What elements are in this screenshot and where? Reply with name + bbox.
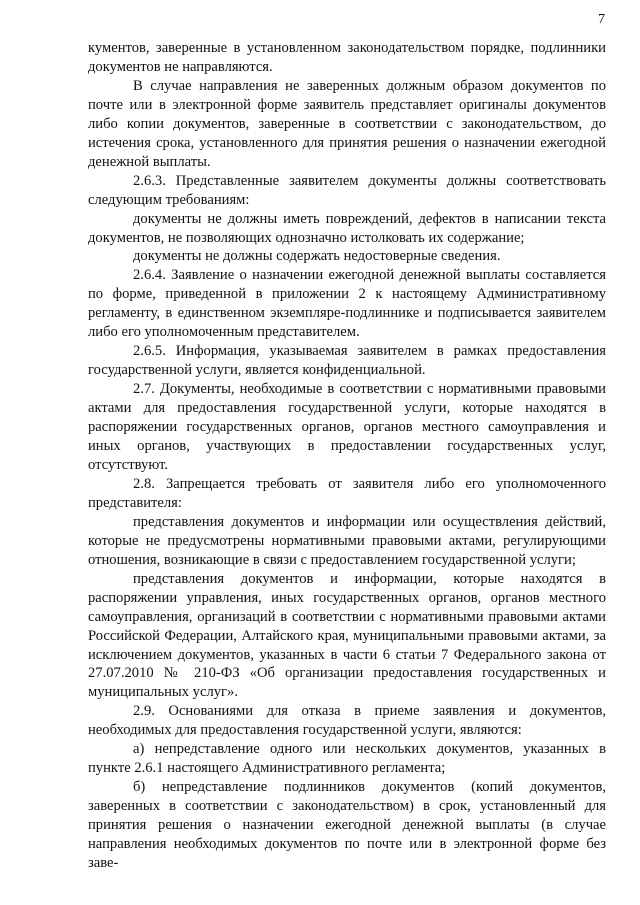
- paragraph: документы не должны содержать недостоверные сведения.: [133, 248, 501, 265]
- paragraph: 2.7. Документы, необходимые в соответствии с нормативными правовыми актами для предоставления государственной услуги, которые находятся в распоряжении государственных органов, органов местного самоуправления и иных органов, участвующих в предоставлении государственных услуг, отсутствуют.: [88, 381, 606, 473]
- paragraph: 2.8. Запрещается требовать от заявителя либо его уполномоченного представителя:: [88, 475, 606, 511]
- document-body: [88, 39, 606, 873]
- paragraph: а) непредставление одного или нескольких документов, указанных в пункте 2.6.1 настоящего Административного регламента;: [88, 741, 606, 777]
- paragraph: документы не должны иметь повреждений, дефектов в написании текста документов, не позволяющих однозначно истолковать их содержание;: [88, 210, 606, 246]
- paragraph: б) непредставление подлинников документов (копий документов, заверенных в соответствии с законодательством) в срок, установленный для принятия решения о назначении ежегодной денежной выплаты (в случае направления необходимых документов по почте или в электронной форме без заве-: [88, 779, 606, 871]
- paragraph: В случае направления не заверенных должным образом документов по почте или в электронной форме заявитель представляет оригиналы документов либо копии документов, заверенные в соответствии с законодательством, до истечения срока, установленного для принятия решения о назначении ежегодной денежной выплаты.: [88, 77, 606, 170]
- paragraph: представления документов и информации или осуществления действий, которые не предусмотрены нормативными правовыми актами, регулирующими отношения, возникающие в связи с предоставлением государственной услуги;: [88, 513, 606, 568]
- paragraph: 2.9. Основаниями для отказа в приеме заявления и документов, необходимых для предоставления государственной услуги, являются:: [88, 703, 606, 739]
- paragraph: 2.6.3. Представленные заявителем документы должны соответствовать следующим требованиям:: [88, 172, 606, 208]
- paragraph: 2.6.5. Информация, указываемая заявителем в рамках предоставления государственной услуги, является конфиденциальной.: [88, 343, 606, 379]
- paragraph: представления документов и информации, которые находятся в распоряжении управления, иных государственных органов, органов местного самоуправления, организаций в соответствии с нормативными правовыми актами Российской Федерации, Алтайского края, муниципальными правовыми актами, за исключением документов, указанных в части 6 статьи 7 Федерального закона от 27.07.2010 № 210-ФЗ «Об организации предоставления государственных и муниципальных услуг».: [88, 570, 606, 701]
- page-number: 7: [598, 12, 605, 27]
- paragraph: кументов, заверенные в установленном законодательством порядке, подлинники документов не направляются.: [88, 40, 606, 75]
- paragraph: 2.6.4. Заявление о назначении ежегодной денежной выплаты составляется по форме, приведенной в приложении 2 к настоящему Административному регламенту, в единственном экземпляре-подлиннике и подписывается заявителем либо его уполномоченным представителем.: [88, 267, 606, 341]
